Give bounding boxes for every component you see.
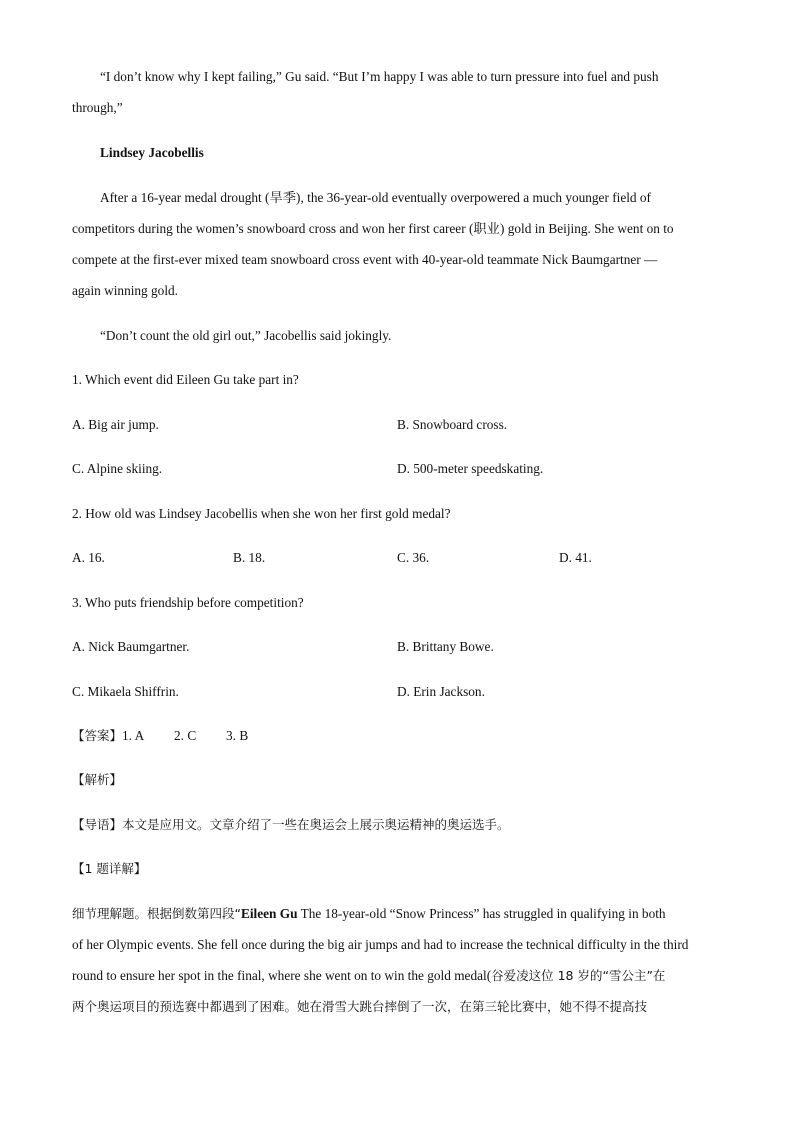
detail-prefix: 细节理解题。根据倒数第四段“ (72, 906, 241, 921)
section-heading-jacobellis: Lindsey Jacobellis (100, 145, 204, 160)
quote-gu-line-1: “I don’t know why I kept failing,” Gu said. “But I’m happy I was able to turn pressure into fuel and push (100, 69, 659, 84)
quote-gu-line-2: through,” (72, 100, 123, 115)
analysis-label: 【解析】 (72, 772, 123, 787)
quote-jacobellis: “Don’t count the old girl out,” Jacobellis said jokingly. (100, 328, 392, 343)
question-3-option-a: A. Nick Baumgartner. (72, 639, 190, 654)
detail-line-3 (72, 968, 665, 984)
question-2-option-b: B. 18. (233, 550, 266, 565)
detail-line-2: of her Olympic events. She fell once during the big air jumps and had to increase the technical difficulty in the third (72, 937, 689, 952)
detail-label: 【1 题详解】 (72, 861, 147, 876)
answer-2: 2. C (174, 728, 197, 743)
detail-line-4: 两个奥运项目的预选赛中都遇到了困难。她在滑雪大跳台摔倒了一次，在第三轮比赛中，她不得不提高技 (72, 999, 648, 1014)
question-2-stem: 2. How old was Lindsey Jacobellis when she won her first gold medal? (72, 506, 451, 521)
paragraph-line-3: compete at the first-ever mixed team snowboard cross event with 40-year-old teammate Nick Baumgartner — (72, 252, 658, 267)
answer-row (72, 728, 248, 744)
question-3-option-d: D. Erin Jackson. (397, 684, 485, 699)
question-1-option-d: D. 500-meter speedskating. (397, 461, 544, 476)
detail-line-3-en: round to ensure her spot in the final, where she went on to win the gold medal( (72, 968, 492, 983)
question-3-option-c: C. Mikaela Shiffrin. (72, 684, 179, 699)
guide-label: 【导语】 (72, 817, 123, 832)
question-1-option-c: C. Alpine skiing. (72, 461, 163, 476)
detail-line-3-cn: 谷爱凌这位 18 岁的“雪公主”在 (491, 968, 666, 983)
detail-line-1 (72, 906, 666, 922)
guide-text: 本文是应用文。文章介绍了一些在奥运会上展示奥运精神的奥运选手。 (122, 817, 510, 832)
question-1-stem: 1. Which event did Eileen Gu take part in? (72, 372, 299, 387)
question-3-option-b: B. Brittany Bowe. (397, 639, 494, 654)
paragraph-line-2: competitors during the women’s snowboard cross and won her first career (职业) gold in Beijing. She went on to (72, 221, 674, 236)
answer-label: 【答案】 (72, 728, 123, 743)
answer-1: 1. A (122, 728, 145, 743)
question-2-option-c: C. 36. (397, 550, 430, 565)
paragraph-line-4: again winning gold. (72, 283, 178, 298)
question-1-option-a: A. Big air jump. (72, 417, 159, 432)
detail-line-1-rest: The 18-year-old “Snow Princess” has struggled in qualifying in both (297, 906, 666, 921)
detail-bold-name: Eileen Gu (240, 906, 298, 921)
question-1-option-b: B. Snowboard cross. (397, 417, 508, 432)
question-3-stem: 3. Who puts friendship before competition? (72, 595, 304, 610)
question-2-option-d: D. 41. (559, 550, 592, 565)
paragraph-line-1: After a 16-year medal drought (旱季), the 36-year-old eventually overpowered a much younger field of (100, 190, 651, 205)
guide-row (72, 817, 510, 833)
answer-3: 3. B (226, 728, 249, 743)
question-2-option-a: A. 16. (72, 550, 105, 565)
